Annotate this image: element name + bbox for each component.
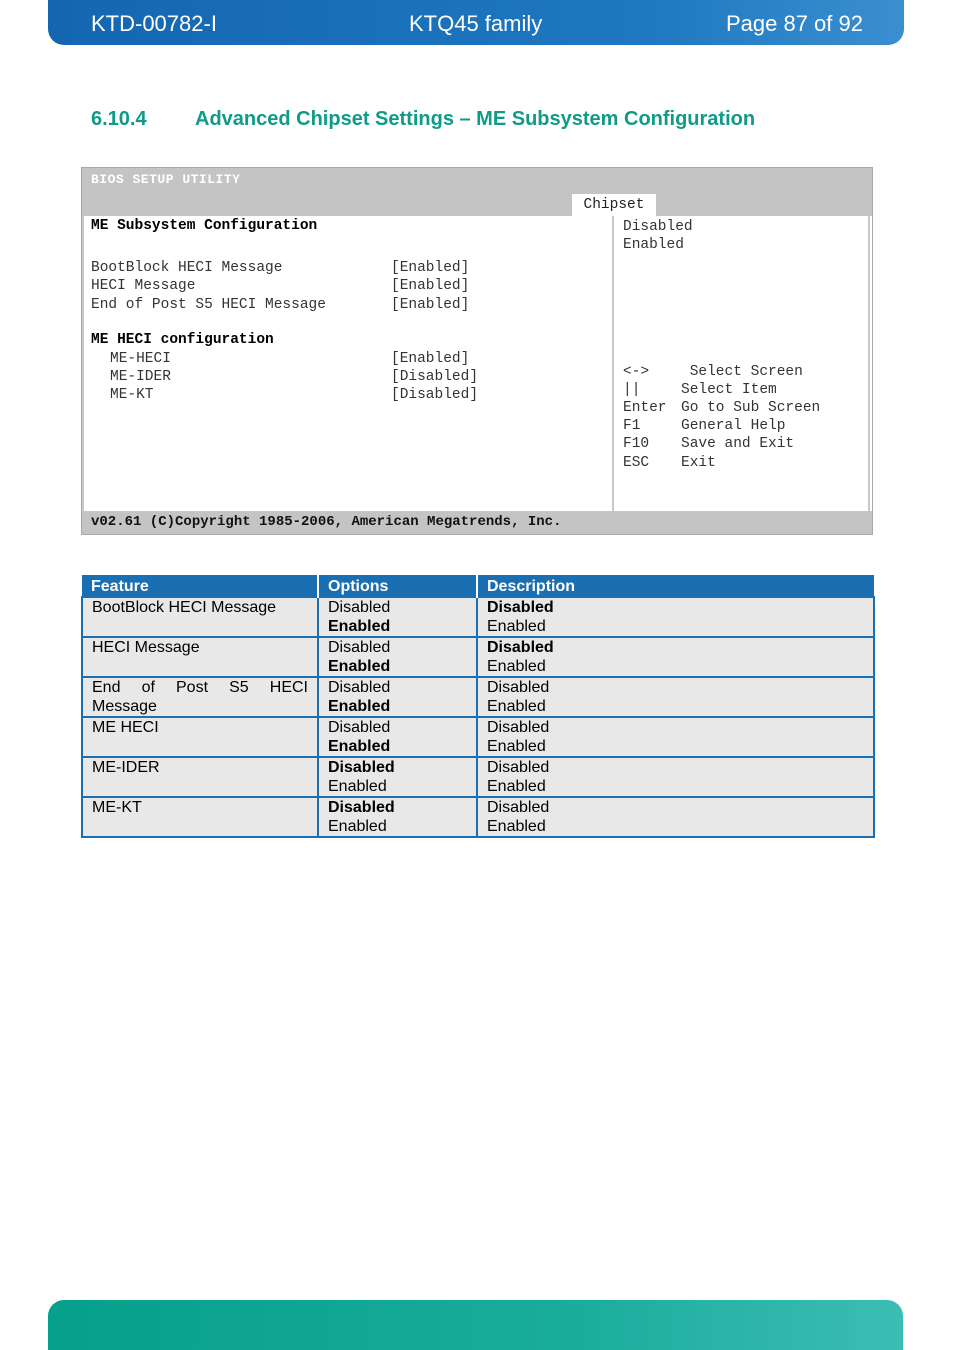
key-name: F10 [623, 436, 650, 452]
bios-setting-label[interactable]: HECI Message [91, 278, 196, 294]
feature-cell: HECI Message [82, 637, 318, 677]
bios-subheading: ME HECI configuration [91, 332, 274, 348]
bios-heading: ME Subsystem Configuration [91, 218, 318, 234]
bios-settings-panel [82, 216, 614, 511]
bios-subsetting-label[interactable]: ME-IDER [110, 369, 171, 385]
option-enabled: Enabled [328, 617, 391, 635]
option-disabled: Disabled [328, 759, 395, 776]
help-option: Disabled [623, 219, 693, 235]
key-name: ESC [623, 455, 650, 471]
key-name: || [623, 382, 641, 398]
table-row [82, 677, 874, 717]
options-cell [318, 717, 477, 757]
bios-subsetting-label[interactable]: ME-KT [110, 387, 154, 403]
feature-cell: ME HECI [82, 717, 318, 757]
help-option: Enabled [623, 237, 684, 253]
feature-table [81, 575, 875, 838]
option-enabled: Enabled [328, 777, 387, 795]
key-action: General Help [681, 418, 786, 434]
desc-disabled: Disabled [487, 639, 554, 656]
option-disabled: Disabled [328, 639, 391, 656]
description-cell [477, 717, 874, 757]
bios-footer [82, 511, 872, 534]
feature-cell: BootBlock HECI Message [82, 597, 318, 637]
desc-enabled: Enabled [487, 697, 546, 715]
option-disabled: Disabled [328, 719, 391, 736]
header-description: Description [477, 575, 874, 597]
option-disabled: Disabled [328, 599, 391, 616]
bios-copyright: v02.61 (C)Copyright 1985-2006, American Megatrends, Inc. [91, 514, 562, 530]
key-name: F1 [623, 418, 641, 434]
options-cell [318, 757, 477, 797]
bios-tab-chipset[interactable]: Chipset [572, 194, 656, 216]
desc-enabled: Enabled [487, 737, 546, 755]
desc-disabled: Disabled [487, 719, 550, 736]
options-cell [318, 797, 477, 837]
bios-setting-value[interactable]: [Enabled] [391, 260, 470, 276]
desc-disabled: Disabled [487, 679, 550, 696]
key-action: Go to Sub Screen [681, 400, 821, 416]
options-cell [318, 637, 477, 677]
bios-setting-label[interactable]: End of Post S5 HECI Message [91, 297, 326, 313]
desc-disabled: Disabled [487, 759, 550, 776]
key-action: Select Item [681, 382, 777, 398]
key-name: Enter [623, 400, 667, 416]
description-cell [477, 677, 874, 717]
bios-setting-label[interactable]: BootBlock HECI Message [91, 260, 283, 276]
option-enabled: Enabled [328, 737, 391, 755]
table-row [82, 717, 874, 757]
desc-disabled: Disabled [487, 799, 550, 816]
desc-enabled: Enabled [487, 617, 546, 635]
desc-enabled: Enabled [487, 657, 546, 675]
table-row [82, 797, 874, 837]
description-cell [477, 597, 874, 637]
bios-subsetting-value[interactable]: [Disabled] [391, 369, 479, 385]
table-row [82, 597, 874, 637]
bios-subsetting-label[interactable]: ME-HECI [110, 351, 171, 367]
page-footer-bar [48, 1300, 903, 1350]
key-action: Exit [681, 455, 716, 471]
document-id: KTD-00782-I [91, 11, 217, 36]
bios-setting-value[interactable]: [Enabled] [391, 278, 470, 294]
bios-title-bar [82, 168, 872, 216]
table-row [82, 757, 874, 797]
option-enabled: Enabled [328, 697, 391, 715]
table-header-row [82, 575, 874, 597]
bios-subsetting-value[interactable]: [Enabled] [391, 351, 470, 367]
desc-enabled: Enabled [487, 777, 546, 795]
table-row [82, 637, 874, 677]
bios-screenshot [81, 167, 873, 535]
description-cell [477, 637, 874, 677]
description-cell [477, 757, 874, 797]
bios-setting-value[interactable]: [Enabled] [391, 297, 470, 313]
feature-cell: ME-IDER [82, 757, 318, 797]
header-options: Options [318, 575, 477, 597]
options-cell [318, 597, 477, 637]
bios-title: BIOS SETUP UTILITY [91, 172, 241, 187]
page-number: Page 87 of 92 [725, 11, 863, 36]
key-name: <-> [623, 364, 650, 380]
bios-help-panel [616, 216, 870, 511]
section-number: 6.10.4 [91, 108, 147, 130]
option-enabled: Enabled [328, 817, 387, 835]
section-title: Advanced Chipset Settings – ME Subsystem Configuration [195, 108, 756, 130]
key-action: Save and Exit [681, 436, 795, 452]
option-disabled: Disabled [328, 679, 391, 696]
section-heading [91, 108, 755, 131]
option-enabled: Enabled [328, 657, 391, 675]
header-feature: Feature [82, 575, 318, 597]
desc-disabled: Disabled [487, 599, 554, 616]
description-cell [477, 797, 874, 837]
page-header [48, 0, 904, 45]
desc-enabled: Enabled [487, 817, 546, 835]
feature-cell: End of Post S5 HECI Message [82, 677, 318, 717]
bios-subsetting-value[interactable]: [Disabled] [391, 387, 479, 403]
product-family: KTQ45 family [409, 11, 543, 36]
feature-cell: ME-KT [82, 797, 318, 837]
option-disabled: Disabled [328, 799, 395, 816]
key-action: Select Screen [681, 364, 803, 380]
options-cell [318, 677, 477, 717]
